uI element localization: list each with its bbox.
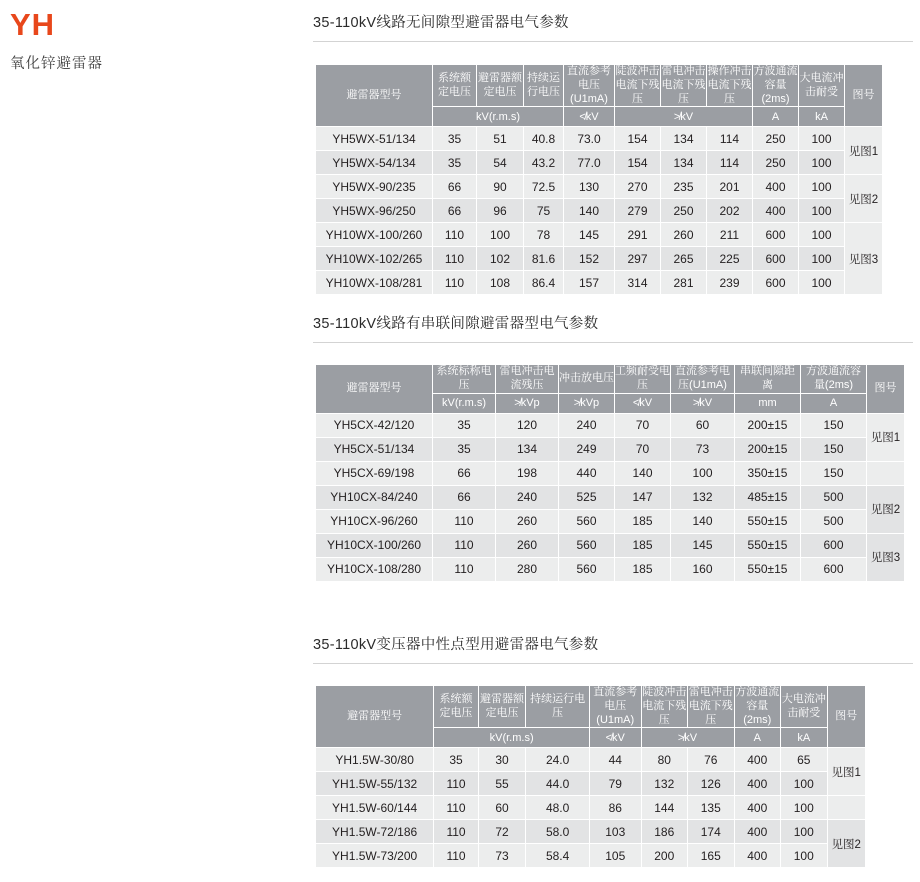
cell-value: 100 — [781, 820, 828, 844]
table-row — [316, 199, 883, 223]
cell-value: 600 — [753, 247, 799, 271]
header-cell: 避雷器型号 — [316, 365, 433, 414]
unit-cell: A — [801, 393, 867, 413]
table-header-row — [316, 686, 866, 728]
table-row — [316, 557, 905, 581]
cell-value: 200 — [641, 844, 688, 868]
cell-value: 560 — [559, 509, 615, 533]
cell-model: YH5WX-90/235 — [316, 175, 433, 199]
cell-value: 160 — [671, 557, 735, 581]
table-row — [316, 437, 905, 461]
cell-value: 100 — [781, 796, 828, 820]
table-row — [316, 175, 883, 199]
cell-figure: 见图3 — [867, 533, 905, 581]
header-cell: 操作冲击电流下残压 — [707, 65, 753, 107]
cell-value: 279 — [615, 199, 661, 223]
header-cell: 雷电冲击电流残压 — [496, 365, 559, 394]
unit-cell: kV(r.m.s) — [434, 728, 590, 748]
section-title: 35-110kV线路无间隙型避雷器电气参数 — [313, 11, 913, 42]
cell-value: 35 — [433, 437, 496, 461]
header-cell: 直流参考电压(U1mA) — [589, 686, 641, 728]
cell-value: 500 — [801, 509, 867, 533]
cell-value: 225 — [707, 247, 753, 271]
cell-model: YH1.5W-60/144 — [316, 796, 434, 820]
cell-value: 24.0 — [526, 748, 590, 772]
header-cell: 避雷器额定电压 — [478, 686, 526, 728]
header-cell: 大电流冲击耐受 — [781, 686, 828, 728]
cell-value: 314 — [615, 271, 661, 295]
header-cell: 持续运行电压 — [524, 65, 564, 107]
cell-value: 44.0 — [526, 772, 590, 796]
cell-model: YH5WX-96/250 — [316, 199, 433, 223]
cell-value: 58.0 — [526, 820, 590, 844]
cell-value: 60 — [671, 413, 735, 437]
table-row — [316, 485, 905, 509]
cell-model: YH5CX-51/134 — [316, 437, 433, 461]
cell-value: 75 — [524, 199, 564, 223]
cell-value: 140 — [615, 461, 671, 485]
brand-block — [10, 8, 290, 73]
cell-model: YH1.5W-55/132 — [316, 772, 434, 796]
unit-cell: ≮kV — [615, 393, 671, 413]
cell-value: 110 — [434, 772, 478, 796]
cell-value: 66 — [433, 485, 496, 509]
unit-cell: A — [734, 728, 781, 748]
cell-value: 86 — [589, 796, 641, 820]
cell-model: YH1.5W-73/200 — [316, 844, 434, 868]
cell-value: 600 — [801, 557, 867, 581]
cell-value: 144 — [641, 796, 688, 820]
unit-cell: ≯kVp — [496, 393, 559, 413]
header-cell: 方波通流容量(2ms) — [753, 65, 799, 107]
cell-value: 78 — [524, 223, 564, 247]
cell-value: 30 — [478, 748, 526, 772]
cell-value: 600 — [801, 533, 867, 557]
section-gapless-arrester — [313, 11, 913, 295]
cell-value: 35 — [433, 151, 477, 175]
unit-cell: ≮kV — [564, 107, 615, 127]
section-series-gap-arrester — [313, 312, 913, 582]
cell-figure: 见图1 — [845, 127, 883, 175]
cell-value: 211 — [707, 223, 753, 247]
section-transformer-neutral-arrester — [313, 633, 913, 868]
table-row — [316, 796, 866, 820]
cell-value: 96 — [477, 199, 524, 223]
cell-value: 240 — [559, 413, 615, 437]
cell-value: 77.0 — [564, 151, 615, 175]
cell-value: 186 — [641, 820, 688, 844]
unit-cell: ≯kVp — [559, 393, 615, 413]
spec-table-2 — [315, 364, 905, 582]
brand-logo: YH — [10, 7, 56, 42]
cell-value: 265 — [661, 247, 707, 271]
cell-value: 110 — [434, 796, 478, 820]
cell-value: 110 — [433, 533, 496, 557]
cell-value: 201 — [707, 175, 753, 199]
cell-value: 70 — [615, 437, 671, 461]
cell-value: 114 — [707, 127, 753, 151]
cell-value: 110 — [433, 557, 496, 581]
section-title: 35-110kV变压器中性点型用避雷器电气参数 — [313, 633, 913, 664]
header-cell: 方波通流容量(2ms) — [734, 686, 781, 728]
header-cell: 雷电冲击电流下残压 — [688, 686, 735, 728]
cell-value: 110 — [433, 509, 496, 533]
cell-value: 185 — [615, 509, 671, 533]
brand-subtitle: 氧化锌避雷器 — [10, 56, 103, 73]
cell-value: 103 — [589, 820, 641, 844]
unit-cell: ≯kV — [615, 107, 753, 127]
cell-value: 80 — [641, 748, 688, 772]
cell-value: 525 — [559, 485, 615, 509]
cell-value: 100 — [799, 247, 845, 271]
cell-value: 76 — [688, 748, 735, 772]
cell-value: 165 — [688, 844, 735, 868]
table-row — [316, 461, 905, 485]
cell-model: YH5WX-54/134 — [316, 151, 433, 175]
cell-value: 250 — [661, 199, 707, 223]
table-row — [316, 533, 905, 557]
cell-value: 66 — [433, 461, 496, 485]
cell-value: 145 — [564, 223, 615, 247]
cell-value: 202 — [707, 199, 753, 223]
header-cell: 陡波冲击电流下残压 — [641, 686, 688, 728]
unit-cell: kA — [799, 107, 845, 127]
unit-cell: mm — [735, 393, 801, 413]
cell-figure — [867, 461, 905, 485]
cell-value: 58.4 — [526, 844, 590, 868]
cell-value: 152 — [564, 247, 615, 271]
cell-value: 43.2 — [524, 151, 564, 175]
cell-value: 198 — [496, 461, 559, 485]
cell-value: 110 — [433, 247, 477, 271]
table-row — [316, 223, 883, 247]
cell-value: 54 — [477, 151, 524, 175]
cell-value: 86.4 — [524, 271, 564, 295]
cell-figure: 见图2 — [867, 485, 905, 533]
header-cell: 雷电冲击电流下残压 — [661, 65, 707, 107]
cell-model: YH10WX-100/260 — [316, 223, 433, 247]
cell-value: 250 — [753, 151, 799, 175]
unit-cell: kV(r.m.s) — [433, 107, 564, 127]
cell-value: 550±15 — [735, 509, 801, 533]
cell-figure: 见图1 — [827, 748, 865, 796]
table-row — [316, 271, 883, 295]
header-cell: 方波通流容量(2ms) — [801, 365, 867, 394]
cell-value: 200±15 — [735, 437, 801, 461]
cell-value: 114 — [707, 151, 753, 175]
table-row — [316, 844, 866, 868]
cell-value: 73 — [478, 844, 526, 868]
cell-value: 185 — [615, 533, 671, 557]
cell-value: 110 — [434, 844, 478, 868]
cell-value: 154 — [615, 127, 661, 151]
cell-value: 600 — [753, 223, 799, 247]
cell-model: YH5CX-69/198 — [316, 461, 433, 485]
cell-value: 51 — [477, 127, 524, 151]
cell-value: 281 — [661, 271, 707, 295]
section-title: 35-110kV线路有串联间隙避雷器型电气参数 — [313, 312, 913, 343]
cell-value: 81.6 — [524, 247, 564, 271]
cell-value: 240 — [496, 485, 559, 509]
cell-figure: 见图1 — [867, 413, 905, 461]
cell-value: 120 — [496, 413, 559, 437]
cell-value: 154 — [615, 151, 661, 175]
cell-value: 66 — [433, 175, 477, 199]
cell-value: 174 — [688, 820, 735, 844]
unit-cell: kV(r.m.s) — [433, 393, 496, 413]
cell-model: YH10CX-108/280 — [316, 557, 433, 581]
cell-value: 100 — [799, 151, 845, 175]
cell-model: YH10CX-100/260 — [316, 533, 433, 557]
table-header-row — [316, 65, 883, 107]
cell-value: 400 — [753, 199, 799, 223]
cell-value: 249 — [559, 437, 615, 461]
table-row — [316, 247, 883, 271]
cell-value: 140 — [564, 199, 615, 223]
cell-value: 235 — [661, 175, 707, 199]
header-cell: 大电流冲击耐受 — [799, 65, 845, 107]
header-cell: 系统额定电压 — [434, 686, 478, 728]
cell-value: 400 — [734, 796, 781, 820]
cell-value: 110 — [434, 820, 478, 844]
cell-value: 110 — [433, 223, 477, 247]
cell-value: 73.0 — [564, 127, 615, 151]
header-cell: 图号 — [827, 686, 865, 748]
header-cell: 避雷器型号 — [316, 65, 433, 127]
cell-value: 550±15 — [735, 557, 801, 581]
cell-model: YH1.5W-72/186 — [316, 820, 434, 844]
header-cell: 直流参考电压(U1mA) — [671, 365, 735, 394]
cell-value: 100 — [477, 223, 524, 247]
cell-value: 485±15 — [735, 485, 801, 509]
table-row — [316, 127, 883, 151]
cell-value: 35 — [433, 127, 477, 151]
cell-value: 440 — [559, 461, 615, 485]
cell-figure — [827, 796, 865, 820]
header-cell: 直流参考电压(U1mA) — [564, 65, 615, 107]
cell-figure: 见图2 — [827, 820, 865, 868]
cell-value: 66 — [433, 199, 477, 223]
cell-value: 400 — [753, 175, 799, 199]
cell-value: 260 — [496, 509, 559, 533]
cell-value: 260 — [661, 223, 707, 247]
cell-value: 134 — [661, 151, 707, 175]
cell-value: 72 — [478, 820, 526, 844]
header-cell: 系统标称电压 — [433, 365, 496, 394]
cell-value: 600 — [753, 271, 799, 295]
cell-value: 400 — [734, 820, 781, 844]
cell-value: 400 — [734, 748, 781, 772]
header-cell: 陡波冲击电流下残压 — [615, 65, 661, 107]
cell-value: 55 — [478, 772, 526, 796]
header-cell: 冲击放电压 — [559, 365, 615, 394]
unit-cell: A — [753, 107, 799, 127]
cell-value: 79 — [589, 772, 641, 796]
table-row — [316, 748, 866, 772]
cell-model: YH5WX-51/134 — [316, 127, 433, 151]
cell-value: 100 — [781, 844, 828, 868]
cell-value: 100 — [799, 271, 845, 295]
header-cell: 避雷器额定电压 — [477, 65, 524, 107]
cell-value: 132 — [641, 772, 688, 796]
cell-figure: 见图2 — [845, 175, 883, 223]
cell-value: 350±15 — [735, 461, 801, 485]
cell-model: YH5CX-42/120 — [316, 413, 433, 437]
cell-value: 100 — [799, 223, 845, 247]
cell-value: 65 — [781, 748, 828, 772]
cell-value: 239 — [707, 271, 753, 295]
cell-value: 44 — [589, 748, 641, 772]
cell-figure: 见图3 — [845, 223, 883, 295]
cell-value: 157 — [564, 271, 615, 295]
table-row — [316, 413, 905, 437]
cell-value: 100 — [781, 772, 828, 796]
cell-value: 100 — [799, 127, 845, 151]
cell-value: 100 — [671, 461, 735, 485]
cell-value: 200±15 — [735, 413, 801, 437]
cell-value: 134 — [661, 127, 707, 151]
cell-value: 400 — [734, 844, 781, 868]
cell-value: 35 — [433, 413, 496, 437]
cell-value: 126 — [688, 772, 735, 796]
cell-value: 260 — [496, 533, 559, 557]
spec-table-1 — [315, 64, 883, 295]
header-cell: 持续运行电压 — [526, 686, 590, 728]
cell-value: 108 — [477, 271, 524, 295]
cell-value: 132 — [671, 485, 735, 509]
table-row — [316, 151, 883, 175]
cell-value: 35 — [434, 748, 478, 772]
cell-value: 134 — [496, 437, 559, 461]
unit-cell: kA — [781, 728, 828, 748]
header-cell: 图号 — [867, 365, 905, 414]
cell-value: 100 — [799, 199, 845, 223]
cell-value: 280 — [496, 557, 559, 581]
cell-value: 250 — [753, 127, 799, 151]
cell-value: 145 — [671, 533, 735, 557]
spec-table-3 — [315, 685, 866, 868]
header-cell: 串联间隙距离 — [735, 365, 801, 394]
cell-value: 560 — [559, 533, 615, 557]
cell-value: 400 — [734, 772, 781, 796]
table-row — [316, 509, 905, 533]
cell-value: 185 — [615, 557, 671, 581]
cell-value: 150 — [801, 437, 867, 461]
cell-value: 73 — [671, 437, 735, 461]
cell-model: YH10WX-108/281 — [316, 271, 433, 295]
header-cell: 工频耐受电压 — [615, 365, 671, 394]
cell-value: 130 — [564, 175, 615, 199]
cell-value: 60 — [478, 796, 526, 820]
cell-value: 560 — [559, 557, 615, 581]
cell-value: 150 — [801, 461, 867, 485]
table-header-row — [316, 365, 905, 394]
cell-value: 48.0 — [526, 796, 590, 820]
cell-value: 72.5 — [524, 175, 564, 199]
cell-value: 291 — [615, 223, 661, 247]
cell-value: 140 — [671, 509, 735, 533]
header-cell: 图号 — [845, 65, 883, 127]
cell-value: 500 — [801, 485, 867, 509]
cell-value: 550±15 — [735, 533, 801, 557]
cell-value: 105 — [589, 844, 641, 868]
cell-value: 100 — [799, 175, 845, 199]
cell-value: 110 — [433, 271, 477, 295]
cell-value: 102 — [477, 247, 524, 271]
cell-model: YH10CX-96/260 — [316, 509, 433, 533]
cell-value: 147 — [615, 485, 671, 509]
cell-value: 150 — [801, 413, 867, 437]
cell-value: 270 — [615, 175, 661, 199]
cell-value: 90 — [477, 175, 524, 199]
cell-model: YH10CX-84/240 — [316, 485, 433, 509]
unit-cell: ≮kV — [589, 728, 641, 748]
header-cell: 系统额定电压 — [433, 65, 477, 107]
unit-cell: ≯kV — [641, 728, 734, 748]
cell-model: YH1.5W-30/80 — [316, 748, 434, 772]
unit-cell: ≯kV — [671, 393, 735, 413]
cell-value: 135 — [688, 796, 735, 820]
cell-model: YH10WX-102/265 — [316, 247, 433, 271]
cell-value: 70 — [615, 413, 671, 437]
header-cell: 避雷器型号 — [316, 686, 434, 748]
table-row — [316, 772, 866, 796]
cell-value: 40.8 — [524, 127, 564, 151]
cell-value: 297 — [615, 247, 661, 271]
table-row — [316, 820, 866, 844]
